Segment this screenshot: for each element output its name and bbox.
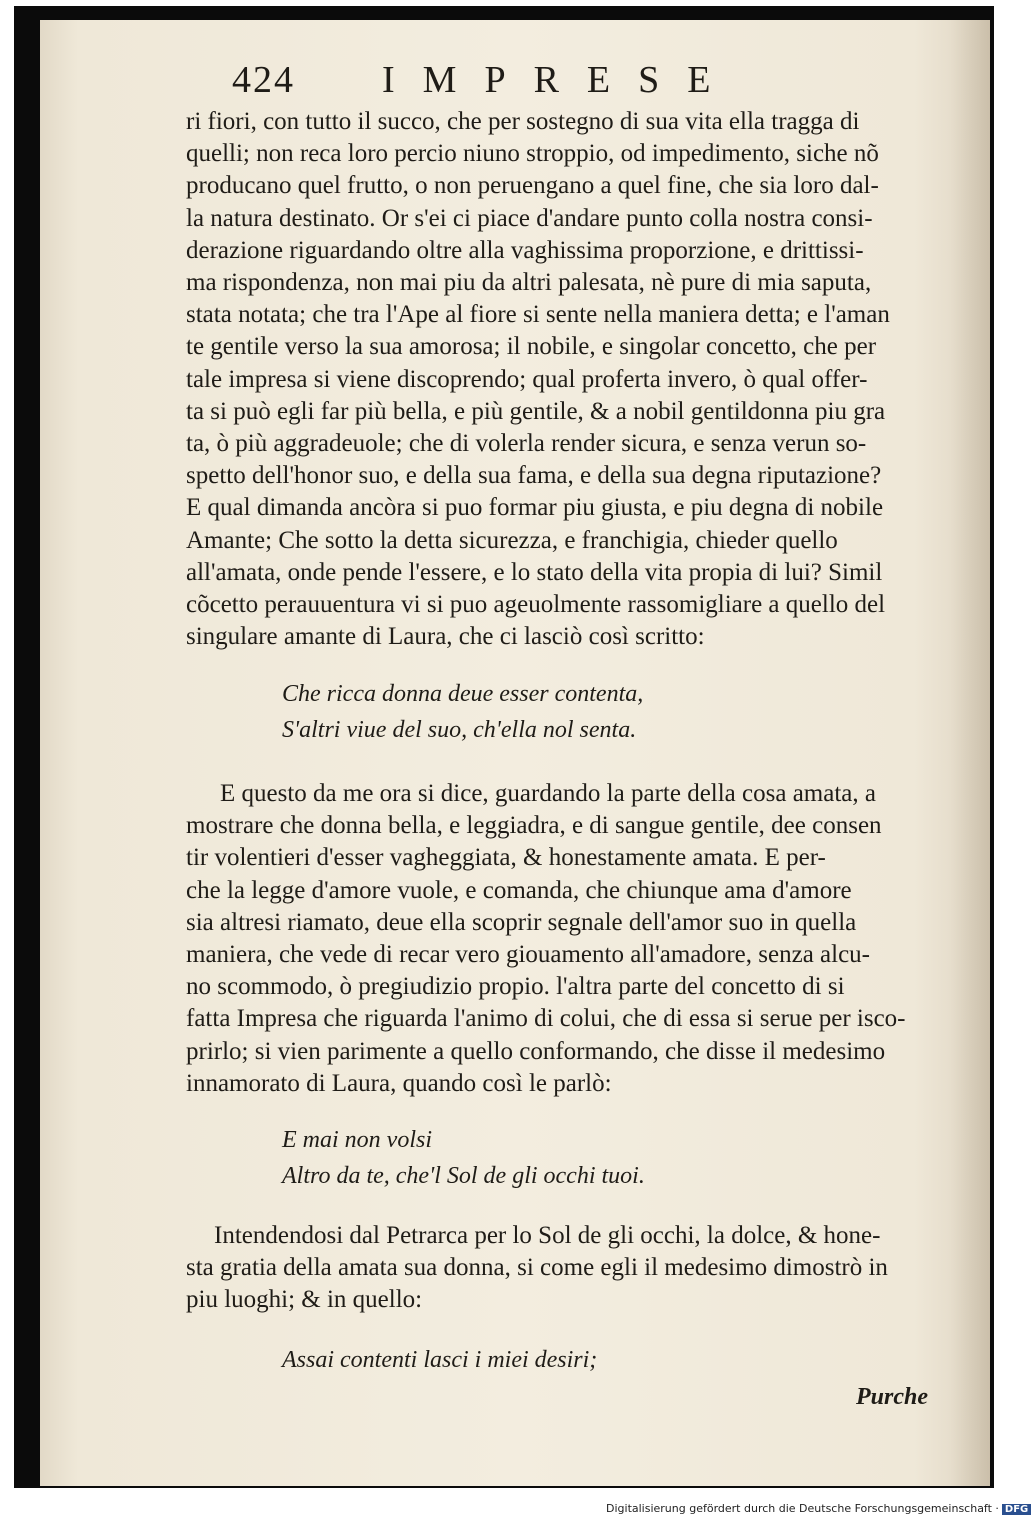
text-line: ri fiori, con tutto il succo, che per sostegno di sua vita ella tragga di [186, 108, 860, 135]
text-line: producano quel frutto, o non peruengano a quel fine, che sia loro dal- [186, 172, 879, 200]
text-line: all'amata, onde pende l'essere, e lo stato della vita propia di lui? Simil [186, 558, 883, 586]
text-line: cõcetto perauuentura vi si puo ageuolmente rassomigliare a quello del [186, 591, 886, 619]
credit-text: Digitalisierung gefördert durch die Deutsche Forschungsgemeinschaft · [606, 1502, 999, 1515]
text-line: spetto dell'honor suo, e della sua fama, e della sua degna riputazione? [186, 462, 882, 490]
verse-quote-2 [282, 1122, 645, 1194]
verse-quote-1 [282, 676, 643, 748]
text-line: ma rispondenza, non mai piu da altri palesata, nè pure di mia saputa, [186, 269, 872, 297]
text-line: te gentile verso la sua amorosa; il nobile, e singolar concetto, che per [186, 333, 877, 361]
text-line: ta, ò più aggradeuole; che di volerla render sicura, e senza verun so- [186, 430, 867, 458]
text-line: ta si può egli far più bella, e più gentile, & a nobil gentildonna piu gra [186, 397, 886, 425]
text-line: piu luoghi; & in quello: [186, 1286, 423, 1314]
text-line: singulare amante di Laura, che ci lasciò così scritto: [186, 623, 705, 651]
running-title: IMPRESE [382, 59, 739, 101]
text-line: derazione riguardando oltre alla vaghissima proporzione, e drittissi- [186, 236, 864, 264]
verse-line: S'altri viue del suo, ch'ella nol senta. [282, 717, 637, 743]
digitization-credit [606, 1502, 1031, 1515]
text-line: E questo da me ora si dice, guardando la parte della cosa amata, a [220, 780, 876, 807]
catchword: Purche [856, 1384, 928, 1410]
dfg-logo: DFG [1002, 1504, 1031, 1515]
text-line: tale impresa si viene discoprendo; qual proferta invero, ò qual offer- [186, 365, 868, 393]
text-line: quelli; non reca loro percio niuno stroppio, od impedimento, siche nõ [186, 140, 879, 168]
text-line: sta gratia della amata sua donna, si come egli il medesimo dimostrò in [186, 1254, 888, 1282]
text-line: tir volentieri d'esser vagheggiata, & honestamente amata. E per- [186, 844, 826, 872]
text-line: maniera, che vede di recar vero giouamento all'amadore, senza alcu- [186, 941, 871, 969]
text-line: che la legge d'amore vuole, e comanda, che chiunque ama d'amore [186, 876, 852, 904]
page-header [232, 58, 739, 102]
text-line: la natura destinato. Or s'ei ci piace d'andare punto colla nostra consi- [186, 204, 873, 232]
verse-line: Assai contenti lasci i miei desiri; [282, 1347, 598, 1373]
text-line: E qual dimanda ancòra si puo formar piu giusta, e piu degna di nobile [186, 494, 884, 522]
text-line: Intendendosi dal Petrarca per lo Sol de gli occhi, la dolce, & hone- [214, 1222, 881, 1249]
verse-quote-3 [282, 1342, 597, 1378]
verse-line: Che ricca donna deue esser contenta, [282, 681, 644, 707]
text-line: stata notata; che tra l'Ape al fiore si sente nella maniera detta; e l'aman [186, 301, 890, 329]
verse-line: Altro da te, che'l Sol de gli occhi tuoi. [282, 1163, 645, 1189]
page-number: 424 [232, 59, 295, 101]
paragraph-3 [186, 1220, 968, 1317]
paragraph-1 [186, 106, 968, 653]
text-line: no scommodo, ò pregiudizio propio. l'altra parte del concetto di si [186, 973, 845, 1001]
text-line: Amante; Che sotto la detta sicurezza, e franchigia, chieder quello [186, 526, 838, 554]
text-line: innamorato di Laura, quando così le parlò: [186, 1069, 612, 1097]
verse-line: E mai non volsi [282, 1127, 432, 1153]
text-line: fatta Impresa che riguarda l'animo di colui, che di essa si serue per isco- [186, 1005, 906, 1033]
text-line: sia altresi riamato, deue ella scoprir segnale dell'amor suo in quella [186, 908, 857, 936]
text-line: mostrare che donna bella, e leggiadra, e di sangue gentile, dee consen [186, 812, 882, 840]
text-line: prirlo; si vien parimente a quello conformando, che disse il medesimo [186, 1037, 886, 1065]
paragraph-2 [186, 778, 968, 1100]
